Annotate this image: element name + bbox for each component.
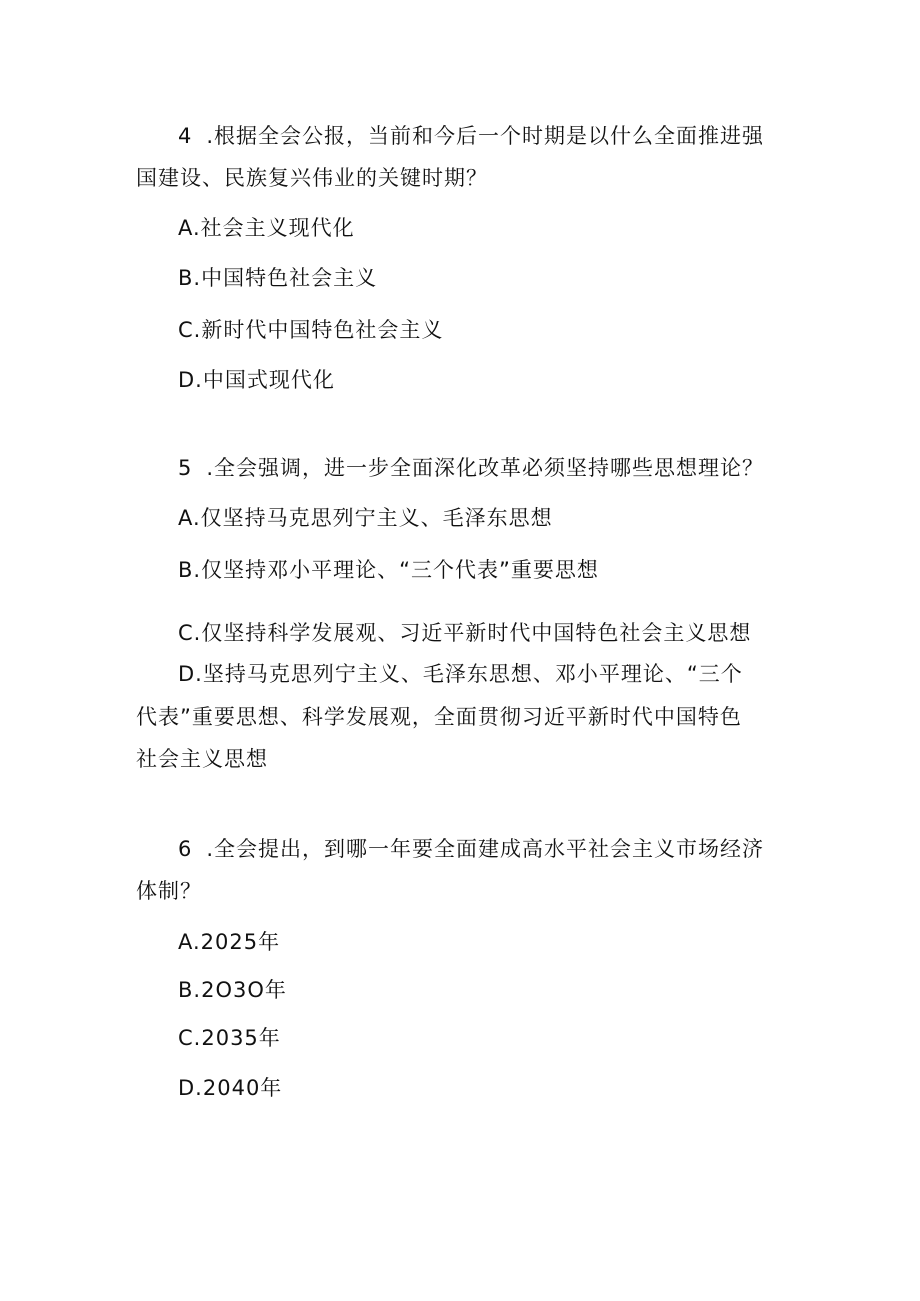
option-letter: A.	[178, 506, 201, 530]
question-6-stem-line1	[178, 835, 764, 863]
question-4-option-d	[178, 366, 335, 394]
option-letter: B.	[178, 266, 202, 290]
question-4-option-b	[178, 264, 377, 292]
option-text: 2O3O年	[201, 978, 287, 1002]
option-letter: B.	[178, 558, 202, 582]
question-6-option-b	[178, 976, 287, 1004]
option-letter: C.	[178, 318, 202, 342]
option-text: 仅坚持马克思列宁主义、毛泽东思想	[200, 506, 553, 530]
question-number: 4	[178, 124, 193, 148]
question-5-stem-line1	[178, 454, 764, 482]
question-6-option-d	[178, 1074, 282, 1102]
option-letter: C.	[178, 1026, 202, 1050]
option-letter: D.	[178, 1076, 203, 1100]
question-5-option-d-line2: 代表”重要思想、科学发展观，全面贯彻习近平新时代中国特色	[136, 705, 742, 729]
option-letter: C.	[178, 621, 202, 645]
option-letter: D.	[178, 368, 203, 392]
option-letter: A.	[178, 930, 201, 954]
question-5-option-d-line1	[178, 660, 743, 688]
option-letter: B.	[178, 978, 202, 1002]
option-text: 新时代中国特色社会主义	[201, 318, 444, 342]
question-stem-text: .全会提出，到哪一年要全面建成高水平社会主义市场经济	[206, 837, 765, 861]
question-5-option-c	[178, 619, 751, 647]
question-4-stem-line2: 国建设、民族复兴伟业的关键时期？	[136, 166, 488, 190]
option-text: 中国特色社会主义	[201, 266, 378, 290]
question-4-option-a	[178, 214, 355, 242]
option-text: 2040年	[202, 1076, 283, 1100]
question-6-option-c	[178, 1024, 281, 1052]
question-stem-text: .根据全会公报，当前和今后一个时期是以什么全面推进强	[206, 124, 765, 148]
option-text: 社会主义现代化	[200, 216, 355, 240]
question-5-option-a	[178, 504, 553, 532]
question-6-stem-line2: 体制？	[136, 879, 202, 903]
question-6-option-a	[178, 928, 280, 956]
option-text: 仅坚持邓小平理论、“三个代表”重要思想	[201, 558, 599, 582]
question-4-stem-line1	[178, 122, 764, 150]
option-text: 仅坚持科学发展观、习近平新时代中国特色社会主义思想	[201, 621, 752, 645]
question-4-option-c	[178, 316, 443, 344]
option-letter: D.	[178, 662, 203, 686]
question-5-option-b	[178, 556, 599, 584]
question-stem-text: .全会强调，进一步全面深化改革必须坚持哪些思想理论？	[206, 456, 765, 480]
question-number: 6	[178, 837, 193, 861]
option-text: 2035年	[201, 1026, 281, 1050]
option-text: 坚持马克思列宁主义、毛泽东思想、邓小平理论、“三个	[202, 662, 743, 686]
option-text: 2025年	[200, 930, 281, 954]
question-number: 5	[178, 456, 193, 480]
option-letter: A.	[178, 216, 201, 240]
option-text: 中国式现代化	[202, 368, 335, 392]
question-5-option-d-line3: 社会主义思想	[136, 747, 268, 771]
